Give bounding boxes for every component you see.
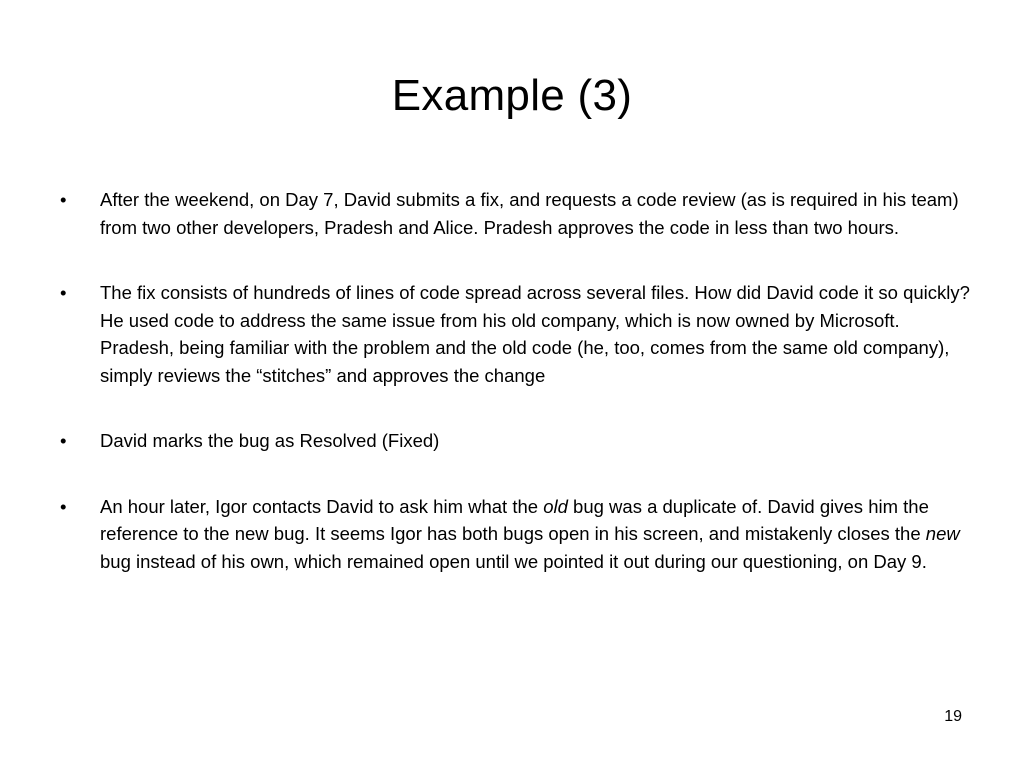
bullet-item	[58, 427, 978, 455]
bullet-text	[100, 189, 959, 238]
bullet-text-part: bug instead of his own, which remained open until we pointed it out during our questioning, on Day 9.	[100, 550, 927, 572]
bullet-text-part: An hour later, Igor contacts David to ask him what the	[100, 495, 544, 517]
bullet-item	[58, 493, 978, 576]
bullet-text	[100, 282, 970, 386]
bullet-item	[58, 279, 978, 389]
bullet-symbol: •	[60, 430, 67, 451]
bullet-text-emphasis: new	[925, 523, 960, 544]
bullet-text-part: After the weekend, on Day 7, David submits a fix, and requests a code review (as is required in his team) from two other developers, Pradesh and Alice. Pradesh approves the code in less than two hours.	[100, 189, 959, 238]
bullet-list	[58, 186, 978, 575]
bullet-text-part: David marks the bug as Resolved (Fixed)	[100, 430, 440, 451]
bullet-text-part: The fix consists of hundreds of lines of code spread across several files. How did David code it so quickly? He used code to address the same issue from his old company, which is now owned by Microsoft. Pradesh, being familiar with the problem and the old code (he, too, comes from the same old company), simply reviews the “stitches” and approves the change	[100, 282, 970, 386]
bullet-symbol: •	[60, 495, 67, 517]
bullet-symbol: •	[60, 189, 67, 210]
bullet-text-emphasis: old	[543, 495, 568, 517]
bullet-text-part: bug was a duplicate of. David gives him the reference to the new bug. It seems Igor has both bugs open in his screen, and mistakenly closes the	[100, 495, 929, 544]
slide-title: Example (3)	[391, 71, 633, 120]
bullet-text	[100, 496, 960, 572]
bullet-item	[58, 186, 978, 241]
bullet-text	[100, 430, 439, 451]
page-number: 19	[944, 708, 962, 725]
bullet-symbol: •	[60, 282, 67, 303]
